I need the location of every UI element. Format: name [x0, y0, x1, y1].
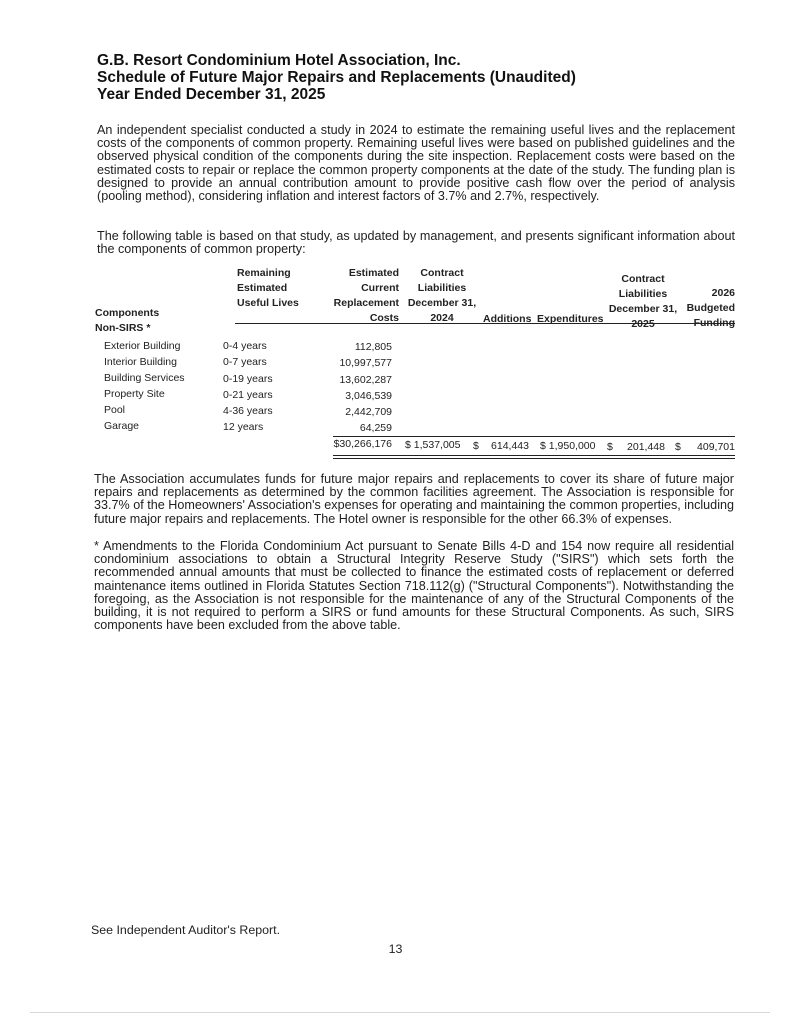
component-name: Interior Building [104, 356, 177, 368]
total-cost: $30,266,176 [333, 438, 392, 450]
header-additions: Additions [483, 313, 532, 325]
organization-name: G.B. Resort Condominium Hotel Association, Inc. [97, 52, 461, 69]
total-budget-2026: 409,701 [697, 441, 735, 453]
component-lives: 0-7 years [223, 356, 267, 368]
component-name: Building Services [104, 372, 185, 384]
components-table [95, 266, 740, 466]
sirs-footnote-paragraph: * Amendments to the Florida Condominium Act pursuant to Senate Bills 4-D and 154 now require all residential condominium associations to obtain a Structural Integrity Reserve Study ("SIRS") which sets forth the recommended annual amounts that must be collected to finance the estimated costs of replacement or deferred maintenance items outlined in Florida Statutes Section 718.112(g) ("Structural Components"). Notwithstanding the foregoing, as the Association is not responsible for the maintenance of any of the Structural Components of the building, it is not required to perform a SIRS or fund amounts for these Structural Components. As such, SIRS components have been excluded from the above table. [94, 539, 734, 633]
schedule-title: Schedule of Future Major Repairs and Replacements (Unaudited) [97, 69, 576, 86]
total-double-rule-1 [333, 455, 735, 456]
header-expenditures: Expenditures [537, 313, 604, 325]
subtotal-rule [333, 436, 735, 437]
section-non-sirs: Non-SIRS * [95, 322, 151, 334]
component-name: Property Site [104, 388, 165, 400]
component-cost: 112,805 [354, 341, 392, 353]
association-share-paragraph: The Association accumulates funds for future major repairs and replacements to cover its share of future major repairs and replacements as determined by the common facilities agreement. The Association is responsible for 33.7% of the Homeowners' Association's expenses for operating and maintaining the common properties, including future major repairs and replacements. The Hotel owner is responsible for the other 66.3% of expenses. [94, 472, 734, 526]
total-contract-2024: $ 1,537,005 [405, 439, 461, 451]
component-name: Pool [104, 404, 126, 416]
component-lives: 4-36 years [223, 405, 273, 417]
header-rule [235, 323, 735, 324]
header-components: Components [95, 307, 160, 319]
component-cost: 10,997,577 [339, 357, 392, 369]
period-label: Year Ended December 31, 2025 [97, 86, 326, 103]
header-estimated-costs: Estimated Current Replacement Costs [333, 267, 399, 324]
total-budget-2026-symbol: $ [675, 441, 681, 453]
total-contract-2025: 201,448 [627, 441, 665, 453]
total-contract-2025-symbol: $ [607, 441, 613, 453]
component-cost: 13,602,287 [339, 374, 392, 386]
total-double-rule-2 [333, 458, 735, 459]
component-cost: 3,046,539 [345, 390, 392, 402]
report-header [97, 52, 697, 103]
component-lives: 12 years [223, 421, 264, 433]
total-expenditures: $ 1,950,000 [540, 440, 596, 452]
component-lives: 0-19 years [223, 373, 273, 385]
header-budget-2026: 2026 Budgeted Funding [686, 287, 735, 329]
component-cost: 2,442,709 [345, 406, 392, 418]
component-lives: 0-4 years [223, 340, 267, 352]
component-lives: 0-21 years [223, 389, 273, 401]
header-contract-2025: Contract Liabilities December 31, 2025 [608, 273, 678, 330]
auditor-report-note: See Independent Auditor's Report. [91, 923, 281, 937]
total-additions-symbol: $ [473, 440, 479, 452]
header-contract-2024: Contract Liabilities December 31, 2024 [407, 267, 477, 324]
total-additions: 614,443 [491, 440, 529, 452]
header-remaining-lives: Remaining Estimated Useful Lives [237, 267, 299, 309]
study-paragraph: An independent specialist conducted a study in 2024 to estimate the remaining useful lives and the replacement costs of the components of common property. Remaining useful lives were based on published guidelines and the observed physical condition of the components during the site inspection. Replacement costs were based on the estimated costs to repair or replace the common property components at the date of the study. The funding plan is designed to provide an annual contribution amount to provide positive cash flow over the period of analysis (pooling method), considering inflation and interest factors of 3.7% and 2.7%, respectively. [97, 123, 735, 204]
component-cost: 64,259 [359, 422, 392, 434]
component-name: Garage [104, 420, 140, 432]
table-intro-paragraph: The following table is based on that study, as updated by management, and presents significant information about the components of common property: [97, 229, 735, 257]
component-name: Exterior Building [104, 340, 181, 352]
page-number: 13 [388, 942, 403, 956]
page-bottom-edge [30, 1012, 770, 1013]
